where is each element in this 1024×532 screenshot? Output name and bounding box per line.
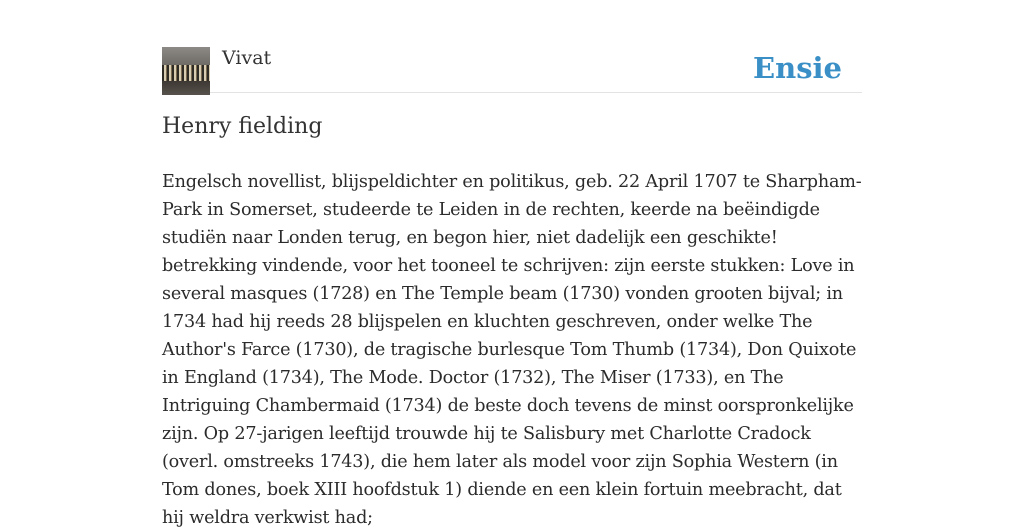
avatar-shelf [162,81,210,95]
avatar-bookshelf [162,65,210,81]
header [162,46,862,93]
author-link[interactable]: Vivat [222,47,272,69]
avatar-sky [162,47,210,67]
avatar[interactable] [162,47,210,95]
brand-logo[interactable]: Ensie [753,51,842,85]
article-body: Engelsch novellist, blijspeldichter en politikus, geb. 22 April 1707 te Sharpham-Park in Somerset, studeerde te Leiden in de rechten, keerde na beëindigde studiën naar Londen terug, en begon hier, niet dadelijk een geschikte! betrekking vindende, voor het tooneel te schrijven: zijn eerste stukken: Love in several masques (1728) en The Temple beam (1730) vonden grooten bijval; in 1734 had hij reeds 28 blijspelen en kluchten geschreven, onder welke The Author's Farce (1730), de tragische burlesque Tom Thumb (1734), Don Quixote in England (1734), The Mode. Doctor (1732), The Miser (1733), en The Intriguing Chambermaid (1734) de beste doch tevens de minst oorspronkelijke zijn. Op 27-jarigen leeftijd trouwde hij te Salisbury met Charlotte Cradock (overl. omstreeks 1743), die hem later als model voor zijn Sophia Western (in Tom dones, boek XIII hoofdstuk 1) diende en een klein fortuin meebracht, dat hij weldra verkwist had; [162,172,862,528]
page-title: Henry fielding [162,114,323,139]
